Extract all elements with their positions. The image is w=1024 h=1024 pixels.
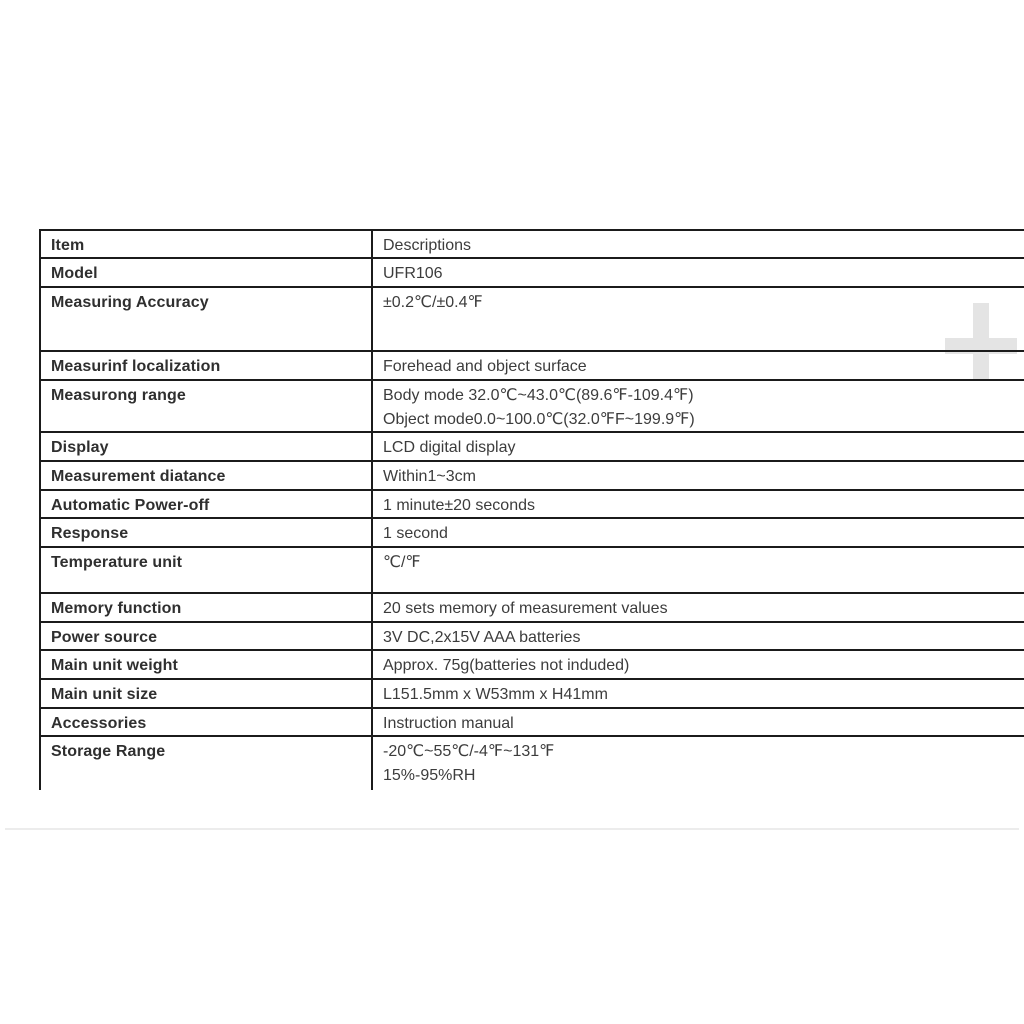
spec-value-line: ℃/℉	[383, 554, 421, 571]
spec-value-line: LCD digital display	[383, 439, 516, 456]
spec-value-line: 15%-95%RH	[383, 767, 476, 784]
spec-value	[373, 288, 1024, 350]
spec-value-line: Object mode0.0~100.0℃(32.0℉F~199.9℉)	[383, 411, 695, 428]
spec-value-line: L151.5mm x W53mm x H41mm	[383, 686, 608, 703]
table-row-accessories	[41, 709, 1024, 737]
spec-value	[373, 491, 1024, 517]
table-row-memory-function	[41, 594, 1024, 623]
section-divider	[5, 828, 1019, 830]
spec-label: Temperature unit	[41, 548, 373, 592]
spec-value-line: Within1~3cm	[383, 468, 476, 485]
spec-label: Storage Range	[41, 737, 373, 790]
spec-value	[373, 462, 1024, 489]
spec-value	[373, 519, 1024, 546]
spec-label: Response	[41, 519, 373, 546]
spec-value-line: Descriptions	[383, 237, 472, 254]
spec-value	[373, 381, 1024, 431]
table-row-measuring-accuracy	[41, 288, 1024, 352]
spec-table-clip	[39, 229, 1024, 790]
spec-value-line: 1 minute±20 seconds	[383, 497, 535, 514]
spec-value	[373, 651, 1024, 678]
spec-table	[39, 229, 1024, 790]
spec-value-line: ±0.2℃/±0.4℉	[383, 294, 483, 311]
spec-label: Measurement diatance	[41, 462, 373, 489]
table-row-main-unit-weight	[41, 651, 1024, 680]
spec-value	[373, 709, 1024, 735]
spec-value-line: -20℃~55℃/-4℉~131℉	[383, 743, 555, 760]
table-row-display	[41, 433, 1024, 462]
spec-label: Power source	[41, 623, 373, 649]
spec-label: Main unit size	[41, 680, 373, 707]
spec-value	[373, 259, 1024, 286]
table-row-item	[41, 231, 1024, 259]
spec-value	[373, 231, 1024, 257]
spec-value	[373, 737, 1024, 790]
table-row-temperature-unit	[41, 548, 1024, 594]
spec-value	[373, 623, 1024, 649]
spec-label: Measurong range	[41, 381, 373, 431]
table-row-measuring-range	[41, 381, 1024, 433]
spec-value-line: 3V DC,2x15V AAA batteries	[383, 629, 581, 646]
spec-label: Item	[41, 231, 373, 257]
spec-value	[373, 680, 1024, 707]
spec-value	[373, 548, 1024, 592]
spec-value	[373, 594, 1024, 621]
spec-value-line: Approx. 75g(batteries not induded)	[383, 657, 630, 674]
table-row-model	[41, 259, 1024, 288]
spec-label: Display	[41, 433, 373, 460]
spec-value	[373, 433, 1024, 460]
spec-label: Accessories	[41, 709, 373, 735]
table-row-response	[41, 519, 1024, 548]
table-row-measurement-distance	[41, 462, 1024, 491]
table-row-storage-range	[41, 737, 1024, 790]
spec-value-line: Forehead and object surface	[383, 358, 587, 375]
spec-label: Main unit weight	[41, 651, 373, 678]
spec-value-line: Instruction manual	[383, 715, 514, 732]
spec-label: Memory function	[41, 594, 373, 621]
spec-value-line: UFR106	[383, 265, 443, 282]
table-row-main-unit-size	[41, 680, 1024, 709]
spec-label: Measurinf localization	[41, 352, 373, 379]
spec-label: Model	[41, 259, 373, 286]
spec-label: Measuring Accuracy	[41, 288, 373, 350]
spec-label: Automatic Power-off	[41, 491, 373, 517]
table-row-measuring-localization	[41, 352, 1024, 381]
table-row-power-source	[41, 623, 1024, 651]
table-row-automatic-power-off	[41, 491, 1024, 519]
spec-value-line: Body mode 32.0℃~43.0℃(89.6℉-109.4℉)	[383, 387, 694, 404]
spec-value-line: 20 sets memory of measurement values	[383, 600, 668, 617]
spec-value	[373, 352, 1024, 379]
spec-value-line: 1 second	[383, 525, 448, 542]
